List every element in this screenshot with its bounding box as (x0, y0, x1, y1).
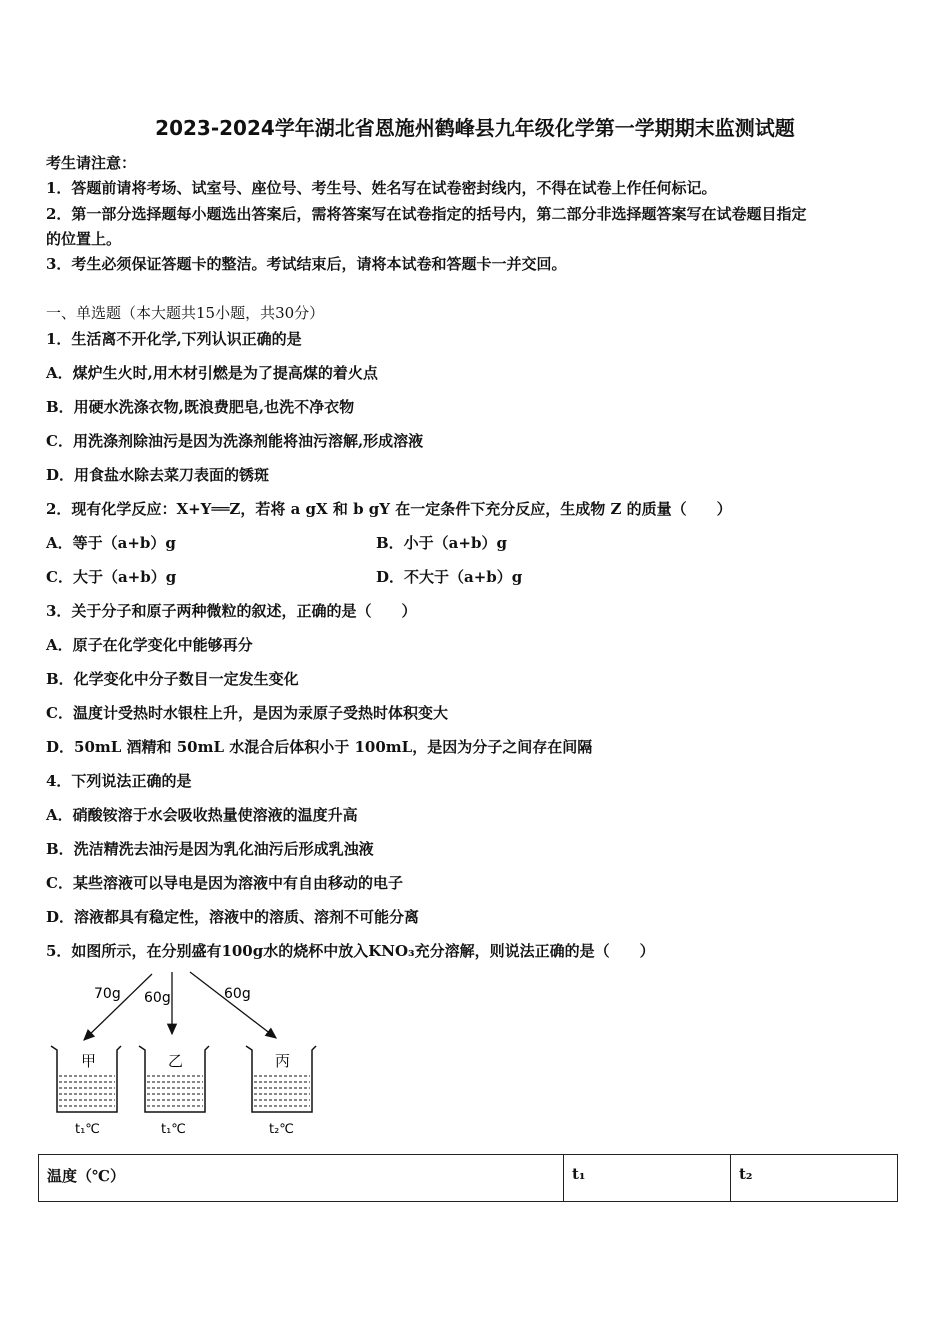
page-title: 2023-2024学年湖北省恩施州鹤峰县九年级化学第一学期期末监测试题 (155, 116, 795, 140)
table-cell: t₂ (739, 1165, 753, 1183)
beaker-yi (139, 1046, 209, 1112)
notice-item: 3．考生必须保证答题卡的整洁。考试结束后，请将本试卷和答题卡一并交回。 (46, 255, 567, 273)
question-3-stem: 3．关于分子和原子两种微粒的叙述，正确的是（ ） (46, 602, 417, 620)
notice-item: 的位置上。 (46, 230, 122, 248)
question-4-option-c: C．某些溶液可以导电是因为溶液中有自由移动的电子 (46, 874, 403, 892)
notice-heading: 考生请注意： (46, 154, 137, 172)
table-header-cell: 温度（℃） (39, 1155, 564, 1201)
beaker-jia (51, 1046, 121, 1112)
question-1-option-d: D．用食盐水除去菜刀表面的锈斑 (46, 466, 270, 484)
question-4-option-d: D．溶液都具有稳定性，溶液中的溶质、溶剂不可能分离 (46, 908, 420, 926)
notice-item: 1．答题前请将考场、试室号、座位号、考生号、姓名写在试卷密封线内，不得在试卷上作任何标记。 (46, 179, 717, 197)
question-2-stem: 2．现有化学反应：X+Y══Z，若将 a gX 和 b gY 在一定条件下充分反应，生成物 Z 的质量（ ） (46, 500, 732, 518)
question-3-option-b: B．化学变化中分子数目一定发生变化 (46, 670, 299, 688)
arrow-right (190, 972, 276, 1038)
question-4-option-a: A．硝酸铵溶于水会吸收热量使溶液的温度升高 (46, 806, 358, 824)
question-3-option-d: D．50mL 酒精和 50mL 水混合后体积小于 100mL，是因为分子之间存在间隔 (46, 738, 593, 756)
temp-label: t₂℃ (269, 1122, 294, 1137)
question-1-option-b: B．用硬水洗涤衣物,既浪费肥皂,也洗不净衣物 (46, 398, 355, 416)
notice-item: 2．第一部分选择题每小题选出答案后，需将答案写在试卷指定的括号内，第二部分非选择题答案写在试卷题目指定 (46, 205, 807, 223)
question-1-option-a: A．煤炉生火时,用木材引燃是为了提高煤的着火点 (46, 364, 378, 382)
beaker-bing (246, 1046, 316, 1112)
mass-label: 70g (94, 986, 121, 1002)
question-2-option-b: B．小于（a+b）g (376, 534, 507, 552)
temp-label: t₁℃ (161, 1122, 186, 1137)
arrow-left (84, 974, 152, 1040)
question-4-stem: 4．下列说法正确的是 (46, 772, 192, 790)
question-2-option-d: D．不大于（a+b）g (376, 568, 523, 586)
beaker-label: 丙 (275, 1052, 291, 1070)
mass-label: 60g (144, 990, 171, 1006)
question-1-stem: 1．生活离不开化学,下列认识正确的是 (46, 330, 302, 348)
data-table (38, 1154, 898, 1202)
question-2-option-a: A．等于（a+b）g (46, 534, 176, 552)
temp-label: t₁℃ (75, 1122, 100, 1137)
question-3-option-a: A．原子在化学变化中能够再分 (46, 636, 253, 654)
question-4-option-b: B．洗洁精洗去油污是因为乳化油污后形成乳浊液 (46, 840, 374, 858)
beaker-label: 乙 (168, 1052, 184, 1070)
question-5-stem: 5．如图所示，在分别盛有100g水的烧杯中放入KNO₃充分溶解，则说法正确的是（ ） (46, 942, 655, 960)
beaker-figure (40, 968, 320, 1140)
question-1-option-c: C．用洗涤剂除油污是因为洗涤剂能将油污溶解,形成溶液 (46, 432, 424, 450)
mass-label: 60g (224, 986, 251, 1002)
section-title: 一、单选题（本大题共15小题，共30分） (46, 304, 325, 322)
question-3-option-c: C．温度计受热时水银柱上升，是因为汞原子受热时体积变大 (46, 704, 448, 722)
beaker-label: 甲 (81, 1052, 97, 1070)
question-2-option-c: C．大于（a+b）g (46, 568, 177, 586)
table-cell: t₁ (564, 1155, 731, 1201)
